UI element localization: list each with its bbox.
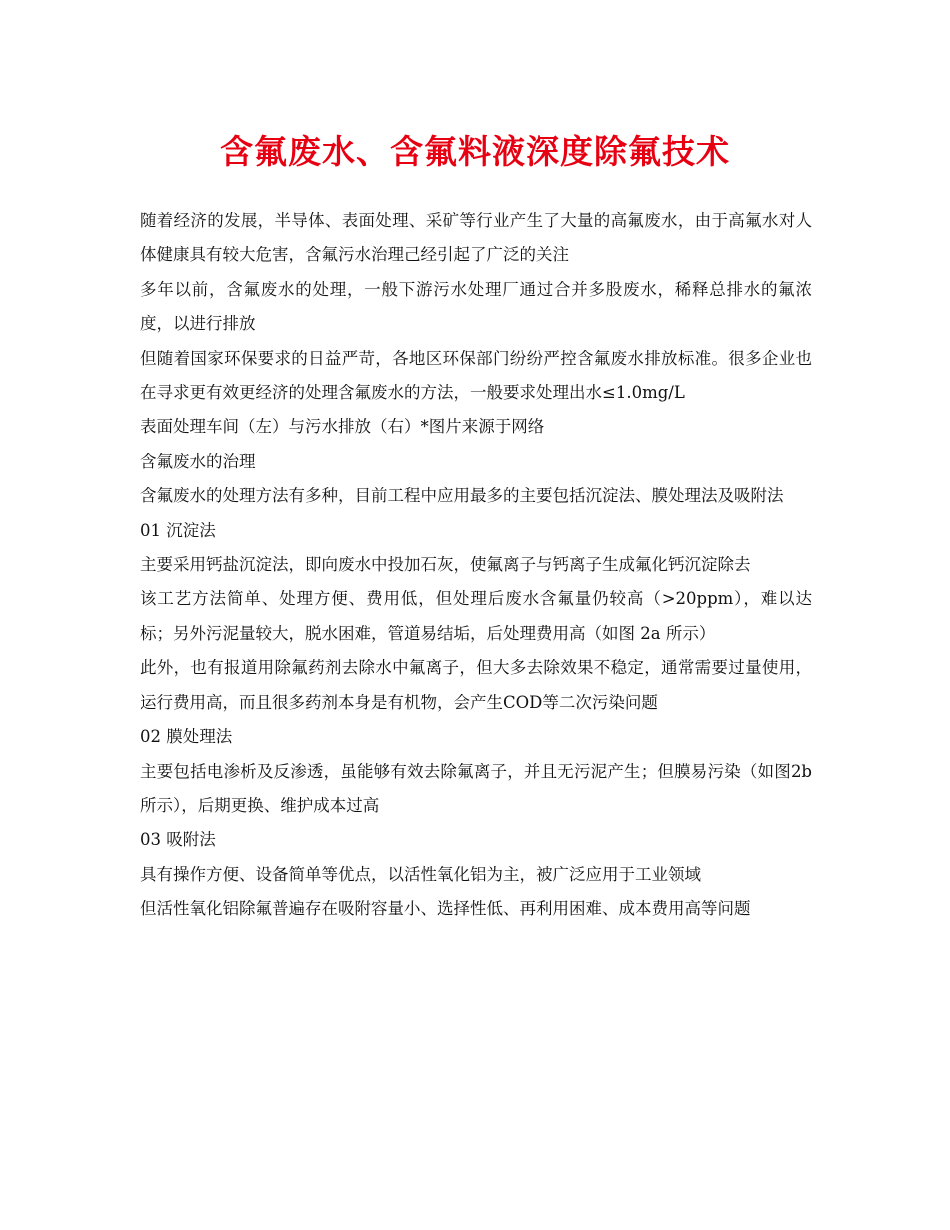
section-heading-membrane: 02 膜处理法 bbox=[140, 727, 233, 747]
document-title: 含氟废水、含氟料液深度除氟技术 bbox=[220, 132, 730, 171]
section-heading-treatment: 含氟废水的治理 bbox=[140, 451, 256, 471]
paragraph-precipitation-drawbacks: 该工艺方法简单、处理方便、费用低，但处理后废水含氟量仍较高（>20ppm），难以达标；另外污泥量较大，脱水困难，管道易结垢，后处理费用高（如图 2a 所示） bbox=[140, 589, 812, 643]
paragraph-adsorption-advantages: 具有操作方便、设备简单等优点，以活性氧化铝为主，被广泛应用于工业领域 bbox=[140, 864, 701, 884]
paragraph-methods-overview: 含氟废水的处理方法有多种，目前工程中应用最多的主要包括沉淀法、膜处理法及吸附法 bbox=[140, 486, 784, 506]
image-caption: 表面处理车间（左）与污水排放（右）*图片来源于网络 bbox=[140, 417, 545, 437]
paragraph-chemical-agents: 此外，也有报道用除氟药剂去除水中氟离子，但大多去除效果不稳定，通常需要过量使用，运行费用高，而且很多药剂本身是有机物，会产生COD等二次污染问题 bbox=[140, 658, 812, 712]
section-heading-adsorption: 03 吸附法 bbox=[140, 830, 216, 850]
paragraph-adsorption-drawbacks: 但活性氧化铝除氟普遍存在吸附容量小、选择性低、再利用困难、成本费用高等问题 bbox=[140, 899, 751, 919]
paragraph-past-treatment: 多年以前，含氟废水的处理，一般下游污水处理厂通过合并多股废水，稀释总排水的氟浓度，以进行排放 bbox=[140, 279, 812, 334]
paragraph-intro-background: 随着经济的发展，半导体、表面处理、采矿等行业产生了大量的高氟废水，由于高氟水对人体健康具有较大危害，含氟污水治理己经引起了广泛的关注 bbox=[140, 211, 812, 265]
paragraph-regulation: 但随着国家环保要求的日益严苛，各地区环保部门纷纷严控含氟废水排放标准。很多企业也在寻求更有效更经济的处理含氟废水的方法，一般要求处理出水≤1.0mg/L bbox=[140, 348, 812, 403]
section-heading-precipitation: 01 沉淀法 bbox=[140, 520, 216, 540]
paragraph-precipitation-method: 主要采用钙盐沉淀法，即向废水中投加石灰，使氟离子与钙离子生成氟化钙沉淀除去 bbox=[140, 555, 751, 575]
paragraph-membrane-method: 主要包括电渗析及反渗透，虽能够有效去除氟离子，并且无污泥产生；但膜易污染（如图2b所示），后期更换、维护成本过高 bbox=[140, 761, 812, 815]
document-body bbox=[140, 204, 812, 927]
